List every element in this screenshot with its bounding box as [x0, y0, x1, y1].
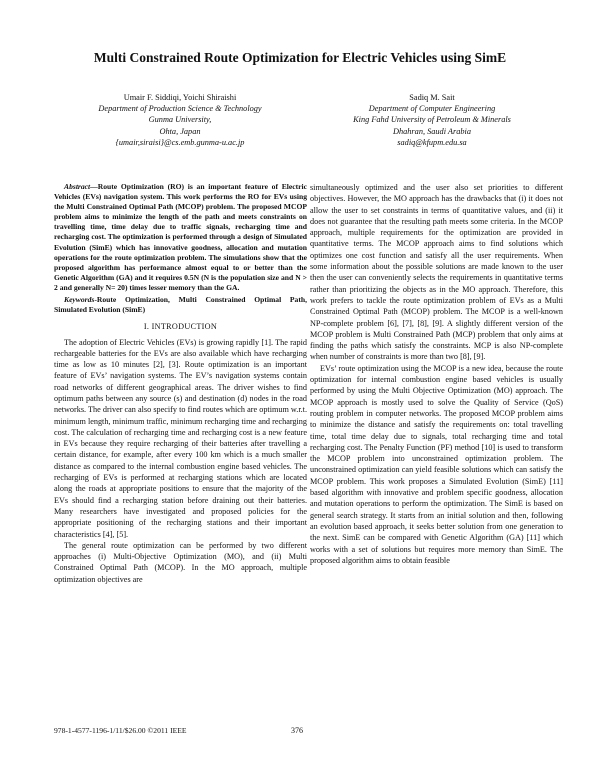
author-names: Umair F. Siddiqi, Yoichi Shiraishi — [123, 93, 237, 102]
author-block-left — [50, 92, 310, 148]
author-block-right — [302, 92, 562, 148]
author-university: Gunma University, — [148, 115, 212, 125]
body-paragraph: simultaneously optimized and the user also set priorities to different objectives. However, the MO approach has the drawbacks that (i) it does not allow the user to set constraints in terms of quantitative values, and (ii) it does not guarantee that the resulting path meets some criteria. In the MCOP approach, multiple requirements for the optimization are provided in quantitative terms. The MCOP approach aims to find solutions which optimizes one cost function and satisfy all the user requirements. When some information about the possible solutions are made known to the user then the user can conveniently selects the requirements in quantitative terms rather than prioritizing the objects as in the MO approach. Therefore, this work prefers to tackle the route optimization problem of EVs as a Multi Constrained Optimal Path (MCOP) problem. The MCOP is a well-known NP-complete problem [6], [7], [8], [9]. A slightly different version of the MCOP problem is Multi Constrained Path (MCP) problem that only aims at finding the paths which satisfy the constraints. MCP is also NP-complete when number of constraints is more than two [8], [9]. — [310, 183, 563, 362]
author-email: {umair,siraisi}@cs.emb.gunma-u.ac.jp — [115, 137, 245, 147]
author-location: Dhahran, Saudi Arabia — [393, 126, 471, 136]
copyright-footer: 978-1-4577-1196-1/11/$26.00 ©2011 IEEE — [54, 726, 187, 735]
author-location: Ohta, Japan — [159, 126, 201, 136]
body-paragraph: The adoption of Electric Vehicles (EVs) is growing rapidly [1]. The rapid rechargeable batteries for the EVs are also available which have recharging time as low as 10 minutes [2], [3]. Route optimization is an important feature of EVs’ navigation systems. The EV’s navigation systems contain road networks of different geographical areas. The driver wishes to find optimum paths between any source (s) and destination (d) nodes in the road networks. The driver can also specify to find routes which are optimum w.r.t. minimum length, minimum traffic, minimum recharging time and recharging cost. The calculation of recharging time and recharging cost is a new feature in EVs because they require recharging of their batteries after travelling a certain distance, for example, after every 100 km which is a much smaller distance as compared to the internal combustion engine based vehicles. The recharging of EVs is performed at recharging stations which are located along the roads at appropriate positions to ensure that the majority of the EVs should find a recharging station before draining out their batteries. Many researchers have investigated and proposed policies for the appropriate positioning of the recharging stations and their important characteristics [4], [5]. — [54, 337, 307, 539]
abstract-label: Abstract — [64, 182, 91, 191]
author-department: Department of Computer Engineering — [368, 104, 496, 114]
author-email: sadiq@kfupm.edu.sa — [397, 137, 467, 147]
page-number: 376 — [291, 726, 303, 735]
left-column — [54, 182, 307, 585]
abstract-text: —Route Optimization (RO) is an important feature of Electric Vehicles (EVs) navigation system. This work performs the RO for EVs using the Multi Constrained Optimal Path (MCOP) problem. The proposed MCOP problem aims to minimize the length of the path and meets constraints on travelling time, time delay due to traffic signals, recharging time and recharging cost. The optimization is performed through a design of Simulated Evolution (SimE) which has innovative goodness, allocation and mutation operations for the route optimization problem. The simulations show that the proposed algorithm has performance almost equal to or better than the Genetic Algorithm (GA) and it requires 0.5N (N is the population size and N > 2 and generally N= 20) times lesser memory than the GA. — [54, 182, 307, 292]
author-university: King Fahd University of Petroleum & Minerals — [353, 115, 511, 125]
author-names: Sadiq M. Sait — [409, 93, 455, 102]
keywords — [54, 295, 307, 315]
section-heading: I. INTRODUCTION — [143, 322, 218, 332]
body-paragraph: The general route optimization can be performed by two different approaches (i) Multi-Objective Optimization (MO), and (ii) Multi Constrained Optimal Path (MCOP). In the MO approach, multiple optimization objectives are — [54, 540, 307, 584]
author-department: Department of Production Science & Technology — [98, 104, 262, 114]
keywords-text: -Route Optimization, Multi Constrained Optimal Path, Simulated Evolution (SimE) — [54, 295, 307, 315]
right-column — [310, 182, 563, 566]
abstract — [54, 182, 307, 293]
paper-title: Multi Constrained Route Optimization for Electric Vehicles using SimE — [93, 50, 507, 65]
body-paragraph: EVs’ route optimization using the MCOP is a new idea, because the route optimization for internal combustion engine based vehicles is usually performed by using the Multi Objective Optimization (MO) approach. The MCOP approach is mostly used to solve the Quality of Service (QoS) routing problem in computer networks. The proposed MCOP problem aims to minimize the distance and satisfy the requirements on: total travelling time, total time delay due to signals, total recharging time and total recharging cost. The Penalty Function (PF) method [10] is used to transform the MCOP problem into unconstrained optimization problem. The unconstrained optimization can yield feasible solutions which can satisfy the MCOP problem. This work proposes a Simulated Evolution (SimE) [11] based algorithm with innovative and problem specific goodness, allocation and mutation operations to perform the optimization. The SimE is based on general search strategy. It starts from an initial solution and then, following an evolution based approach, it seeks better solution from one generation to the next. SimE can be compared with Genetic Algorithm (GA) [11] which works with a set of solutions but requires more memory than SimE. The proposed algorithm aims to obtain feasible — [310, 363, 563, 565]
keywords-label: Keywords — [64, 295, 95, 305]
